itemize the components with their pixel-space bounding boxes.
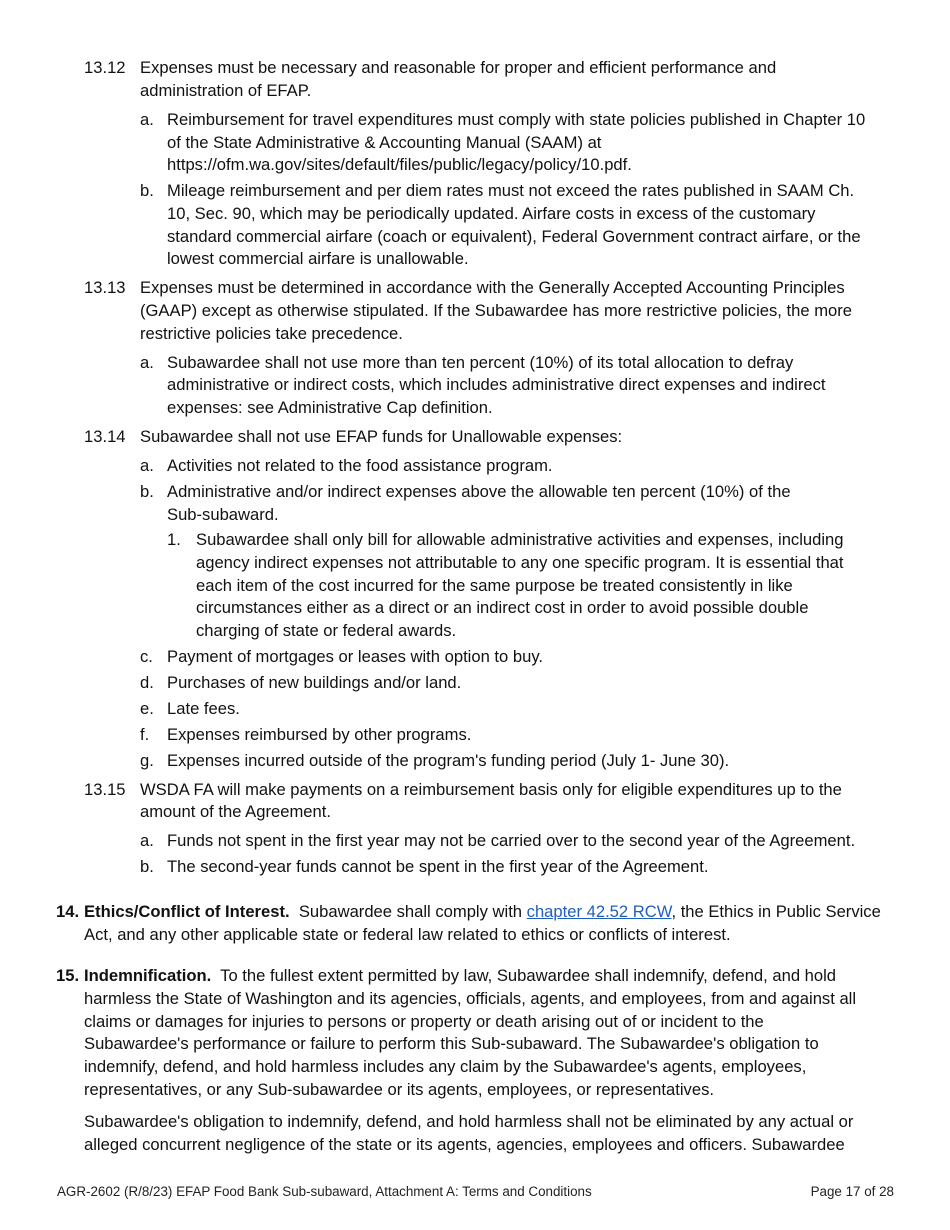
list-marker: a. xyxy=(140,353,154,372)
section-text-line: indemnify, defend, and hold harmless includes any claim by the Subawardee's agents, employees, xyxy=(84,1057,807,1076)
section-text-line: harmless the State of Washington and its agencies, officials, agents, and employees, from and against all xyxy=(84,989,857,1008)
list-item-line: Administrative and/or indirect expenses above the allowable ten percent (10%) of the xyxy=(167,482,791,501)
list-item-line: Subawardee shall not use more than ten percent (10%) of its total allocation to defray xyxy=(167,353,794,372)
list-item-line: agency indirect expenses not attributable to any one specific program. It is essential that xyxy=(196,553,844,572)
list-item-line: Reimbursement for travel expenditures must comply with state policies published in Chapter 10 xyxy=(167,110,866,129)
inline-text: Subawardee shall comply with xyxy=(289,902,527,921)
section-number: 13.13 xyxy=(84,278,126,297)
section-text-line: representatives, or any Sub-subawardee or its agents, employees, or representatives. xyxy=(84,1080,714,1099)
list-item-line: Purchases of new buildings and/or land. xyxy=(167,673,462,692)
section-text-line: Expenses must be necessary and reasonable for proper and efficient performance and xyxy=(140,58,777,77)
inline-text: To the fullest extent permitted by law, Subawardee shall indemnify, defend, and hold xyxy=(211,966,837,985)
section-number: 13.12 xyxy=(84,58,126,77)
list-item-line: expenses: see Administrative Cap definition. xyxy=(167,398,493,417)
list-marker: e. xyxy=(140,699,154,718)
list-item-line: circumstances either as a direct or an indirect cost in order to avoid possible double xyxy=(196,598,809,617)
section-text-line: Subawardee's performance or failure to perform this Sub-subaward. The Subawardee's obligation to xyxy=(84,1034,819,1053)
list-marker: f. xyxy=(140,725,150,744)
rcw-chapter-link[interactable]: chapter 42.52 RCW xyxy=(526,902,672,921)
list-item-line: administrative or indirect costs, which includes administrative direct expenses and indirect xyxy=(167,375,826,394)
list-item-line: Mileage reimbursement and per diem rates must not exceed the rates published in SAAM Ch. xyxy=(167,181,855,200)
list-marker: c. xyxy=(140,647,153,666)
section-heading: Indemnification. xyxy=(84,966,212,985)
section-number: 13.15 xyxy=(84,780,126,799)
list-marker: b. xyxy=(140,181,154,200)
section-number: 15. xyxy=(56,966,80,985)
section-text-line: Subawardee's obligation to indemnify, defend, and hold harmless shall not be eliminated by any actual or xyxy=(84,1112,854,1131)
list-item-line: Sub-subaward. xyxy=(167,505,279,524)
section-number: 13.14 xyxy=(84,427,126,446)
section-text-line: Subawardee shall not use EFAP funds for Unallowable expenses: xyxy=(140,427,623,446)
list-item-line: each item of the cost incurred for the same purpose be treated consistently in like xyxy=(196,576,793,595)
section-text-line: Act, and any other applicable state or federal law related to ethics or conflicts of interest. xyxy=(84,925,731,944)
list-item-line: Expenses reimbursed by other programs. xyxy=(167,725,472,744)
section-heading: Ethics/Conflict of Interest. xyxy=(84,902,290,921)
list-marker: 1. xyxy=(167,530,181,549)
list-item-line: lowest commercial airfare is unallowable. xyxy=(167,249,469,268)
list-item-line: https://ofm.wa.gov/sites/default/files/public/legacy/policy/10.pdf. xyxy=(167,155,632,174)
section-text-line: administration of EFAP. xyxy=(140,81,312,100)
list-item-line: 10, Sec. 90, which may be periodically updated. Airfare costs in excess of the customary xyxy=(167,204,816,223)
section-text-line xyxy=(84,900,881,923)
list-marker: d. xyxy=(140,673,154,692)
list-item-line: Expenses incurred outside of the program's funding period (July 1- June 30). xyxy=(167,751,730,770)
list-item-line: Funds not spent in the first year may not be carried over to the second year of the Agreement. xyxy=(167,831,856,850)
inline-text: , the Ethics in Public Service xyxy=(671,902,881,921)
list-marker: b. xyxy=(140,482,154,501)
section-text-line: Expenses must be determined in accordance with the Generally Accepted Accounting Principles xyxy=(140,278,845,297)
list-item-line: standard commercial airfare (coach or equivalent), Federal Government contract airfare, or the xyxy=(167,227,861,246)
section-text-line: (GAAP) except as otherwise stipulated. If the Subawardee has more restrictive policies, the more xyxy=(140,301,853,320)
list-item-line: The second-year funds cannot be spent in the first year of the Agreement. xyxy=(167,857,709,876)
section-number: 14. xyxy=(56,902,80,921)
section-text-line: restrictive policies take precedence. xyxy=(140,324,403,343)
list-marker: a. xyxy=(140,456,154,475)
list-marker: g. xyxy=(140,751,154,770)
list-item-line: of the State Administrative & Accounting Manual (SAAM) at xyxy=(167,133,602,152)
list-marker: b. xyxy=(140,857,154,876)
section-text-line xyxy=(84,964,836,987)
section-text-line: claims or damages for injuries to persons or property or death arising out of or incident to the xyxy=(84,1012,764,1031)
list-item-line: Subawardee shall only bill for allowable administrative activities and expenses, including xyxy=(196,530,844,549)
list-item-line: charging of state or federal awards. xyxy=(196,621,457,640)
list-item-line: Late fees. xyxy=(167,699,240,718)
section-text-line: alleged concurrent negligence of the state or its agents, agencies, employees and officers. Subawardee xyxy=(84,1135,845,1154)
footer-document-id: AGR-2602 (R/8/23) EFAP Food Bank Sub-subaward, Attachment A: Terms and Conditions xyxy=(57,1184,592,1199)
list-marker: a. xyxy=(140,831,154,850)
footer-page-number: Page 17 of 28 xyxy=(810,1184,894,1199)
list-item-line: Activities not related to the food assistance program. xyxy=(167,456,553,475)
section-text-line: WSDA FA will make payments on a reimbursement basis only for eligible expenditures up to the xyxy=(140,780,842,799)
list-item-line: Payment of mortgages or leases with option to buy. xyxy=(167,647,544,666)
list-marker: a. xyxy=(140,110,154,129)
section-text-line: amount of the Agreement. xyxy=(140,802,331,821)
